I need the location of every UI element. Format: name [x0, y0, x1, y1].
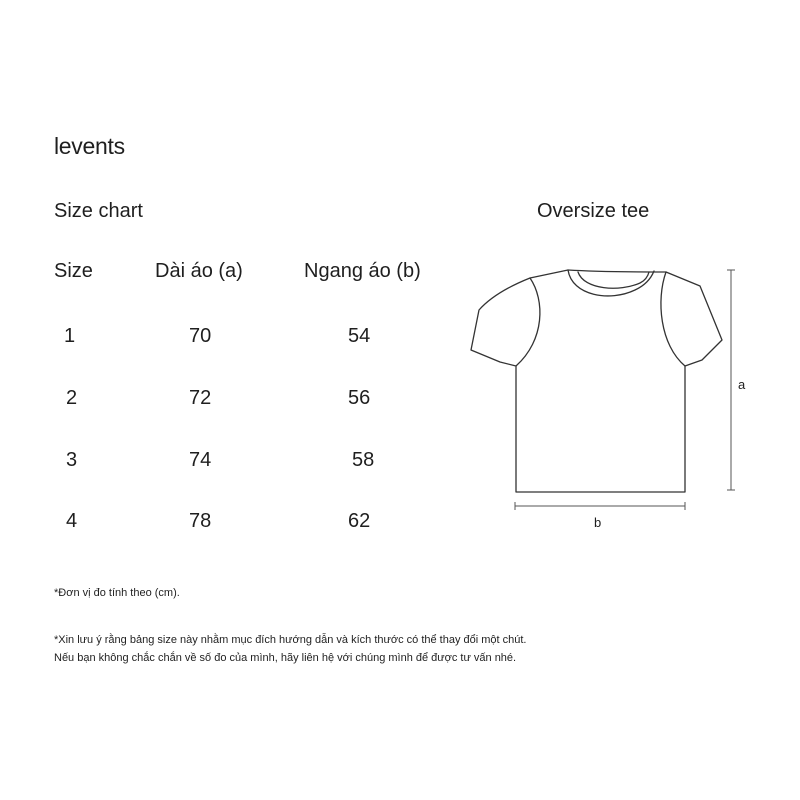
unit-note: *Đơn vị đo tính theo (cm). [54, 587, 180, 599]
table-cell-width: 62 [348, 510, 371, 532]
table-cell-width: 58 [352, 449, 375, 471]
disclaimer-line-2: Nếu bạn không chắc chắn về số đo của mình, hãy liên hệ với chúng mình để được tư vấn nhé. [54, 652, 517, 664]
header-width: Ngang áo (b) [304, 260, 421, 282]
header-length: Dài áo (a) [155, 260, 243, 282]
table-cell-size: 1 [64, 325, 76, 347]
tshirt-icon [471, 270, 722, 492]
table-cell-width: 54 [348, 325, 371, 347]
dimension-a-line [727, 270, 735, 490]
brand-logo: levents [54, 133, 125, 159]
table-cell-size: 2 [66, 387, 78, 409]
table-cell-length: 78 [189, 510, 212, 532]
dimension-b-label: b [594, 515, 602, 530]
table-cell-length: 74 [189, 449, 212, 471]
size-chart-title: Size chart [54, 200, 143, 222]
diagram-title: Oversize tee [537, 200, 650, 222]
table-cell-size: 3 [66, 449, 78, 471]
table-cell-width: 56 [348, 387, 371, 409]
table-cell-length: 72 [189, 387, 212, 409]
table-cell-size: 4 [66, 510, 78, 532]
dimension-a-label: a [738, 377, 746, 392]
header-size: Size [54, 260, 93, 282]
table-cell-length: 70 [189, 325, 212, 347]
disclaimer-line-1: *Xin lưu ý rằng bảng size này nhằm mục đích hướng dẫn và kích thước có thể thay đổi một chút. [54, 634, 527, 646]
dimension-b-line [515, 502, 685, 510]
